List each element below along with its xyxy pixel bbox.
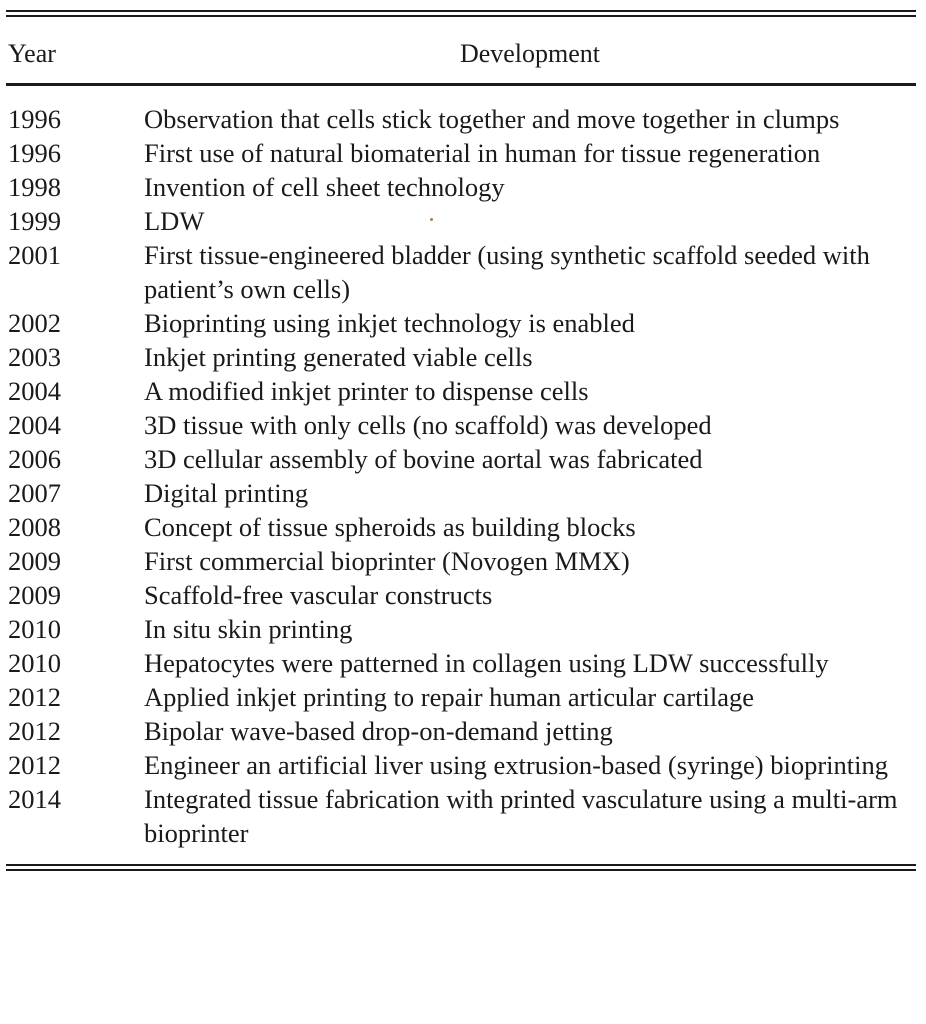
- development-cell: First commercial bioprinter (Novogen MMX): [144, 546, 630, 576]
- development-cell: Inkjet printing generated viable cells: [144, 342, 533, 372]
- table-row: [6, 510, 916, 544]
- development-column-header: Development: [459, 39, 601, 68]
- table-row: [6, 578, 916, 612]
- development-cell: Hepatocytes were patterned in collagen using LDW successfully: [144, 648, 829, 678]
- table-row: [6, 782, 916, 864]
- table-row: [6, 408, 916, 442]
- stray-ink-dot: [430, 218, 433, 221]
- year-column-header: Year: [8, 39, 56, 68]
- bottom-double-rule: [6, 864, 916, 871]
- development-cell: A modified inkjet printer to dispense cells: [144, 376, 589, 406]
- development-cell: 3D cellular assembly of bovine aortal was fabricated: [144, 444, 703, 474]
- year-cell: 2004: [8, 410, 61, 440]
- table-row: [6, 612, 916, 646]
- table-row: [6, 680, 916, 714]
- year-cell: 1996: [8, 104, 61, 134]
- year-cell: 2006: [8, 444, 61, 474]
- table-body: [6, 86, 916, 864]
- year-cell: 2012: [8, 682, 61, 712]
- development-cell: Bioprinting using inkjet technology is enabled: [144, 308, 635, 338]
- year-cell: 2008: [8, 512, 61, 542]
- year-cell: 2004: [8, 376, 61, 406]
- development-cell: 3D tissue with only cells (no scaffold) was developed: [144, 410, 712, 440]
- year-cell: 2003: [8, 342, 61, 372]
- table-row: [6, 170, 916, 204]
- table-row: [6, 340, 916, 374]
- year-cell: 2010: [8, 614, 61, 644]
- table-row: [6, 136, 916, 170]
- table-row: [6, 442, 916, 476]
- year-cell: 2007: [8, 478, 61, 508]
- header-row: [6, 17, 916, 83]
- year-cell: 1999: [8, 206, 61, 236]
- year-cell: 2010: [8, 648, 61, 678]
- table-row: [6, 748, 916, 782]
- bioprinting-timeline-table: [6, 17, 916, 83]
- development-cell: Applied inkjet printing to repair human articular cartilage: [144, 682, 755, 712]
- table-row: [6, 714, 916, 748]
- development-cell: First tissue-engineered bladder (using synthetic scaffold seeded with patient’s own cells): [144, 240, 870, 304]
- year-cell: 2012: [8, 716, 61, 746]
- development-cell: In situ skin printing: [144, 614, 353, 644]
- table-header: [6, 17, 916, 83]
- table-row: [6, 374, 916, 408]
- development-cell: LDW: [144, 206, 205, 236]
- development-cell: Bipolar wave-based drop-on-demand jetting: [144, 716, 613, 746]
- table-row: [6, 476, 916, 510]
- development-cell: Integrated tissue fabrication with printed vasculature using a multi-arm bioprinter: [144, 784, 898, 848]
- year-cell: 1996: [8, 138, 61, 168]
- table-row: [6, 204, 916, 238]
- development-cell: Invention of cell sheet technology: [144, 172, 505, 202]
- table-row: [6, 238, 916, 306]
- table-row: [6, 646, 916, 680]
- year-cell: 2001: [8, 240, 61, 270]
- development-cell: Scaffold-free vascular constructs: [144, 580, 493, 610]
- development-cell: Observation that cells stick together and move together in clumps: [144, 104, 840, 134]
- year-cell: 2012: [8, 750, 61, 780]
- development-cell: Concept of tissue spheroids as building blocks: [144, 512, 636, 542]
- year-cell: 2009: [8, 580, 61, 610]
- year-cell: 2002: [8, 308, 61, 338]
- table-row: [6, 544, 916, 578]
- table-row: [6, 86, 916, 136]
- table-row: [6, 306, 916, 340]
- year-cell: 1998: [8, 172, 61, 202]
- development-cell: First use of natural biomaterial in human for tissue regeneration: [144, 138, 821, 168]
- top-double-rule: [6, 10, 916, 17]
- timeline-table-body: [6, 86, 916, 864]
- year-cell: 2009: [8, 546, 61, 576]
- development-cell: Digital printing: [144, 478, 309, 508]
- development-cell: Engineer an artificial liver using extrusion-based (syringe) bioprinting: [144, 750, 888, 780]
- timeline-table-container: [6, 10, 916, 871]
- year-cell: 2014: [8, 784, 61, 814]
